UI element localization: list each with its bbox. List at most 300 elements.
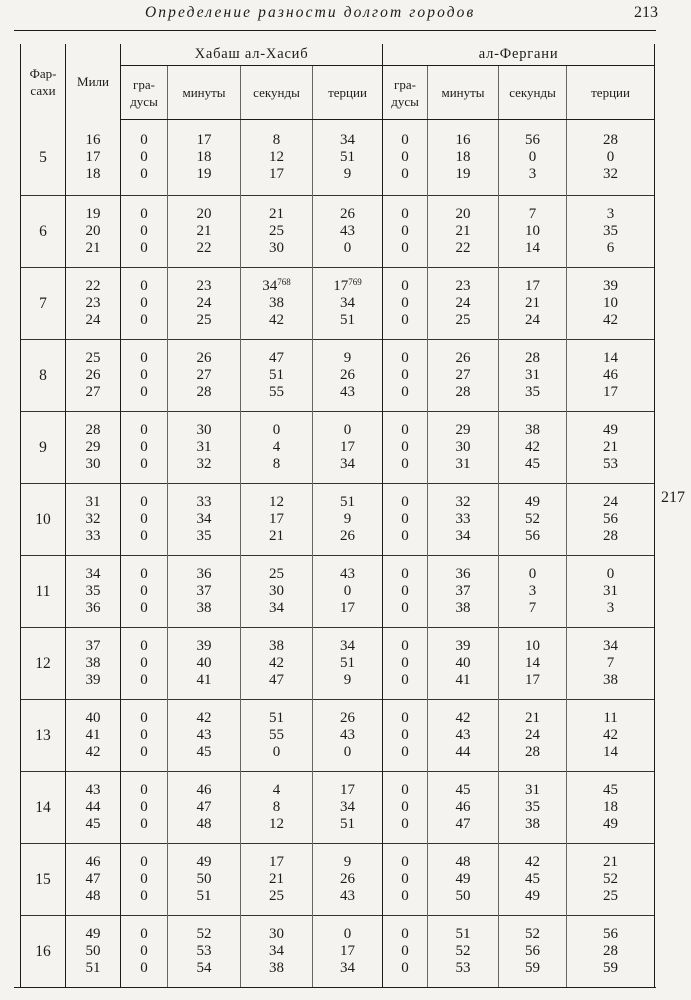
value xyxy=(269,888,284,905)
fergani-gradusy-cell xyxy=(383,772,428,844)
header-gradusy-line1: гра- xyxy=(133,76,155,92)
value xyxy=(529,206,537,223)
value-text: 0 xyxy=(140,528,148,544)
value-text: 21 xyxy=(455,223,471,239)
value-text: 19 xyxy=(455,166,471,182)
value xyxy=(340,223,355,240)
value-text: 38 xyxy=(196,600,212,616)
header-gradusy-line1: гра- xyxy=(394,76,416,92)
value xyxy=(456,278,471,295)
value xyxy=(86,782,101,799)
value xyxy=(401,960,409,977)
value xyxy=(344,240,352,257)
value xyxy=(525,278,540,295)
value-text: 22 xyxy=(85,278,101,294)
value-text: 25 xyxy=(269,566,284,582)
value-text: 30 xyxy=(269,926,284,942)
header-tertsii: терции xyxy=(567,66,655,120)
value-text: 45 xyxy=(196,744,212,760)
value-text: 51 xyxy=(340,312,355,328)
value-text: 45 xyxy=(525,871,541,887)
value xyxy=(86,566,101,583)
habash-minuty-cell xyxy=(168,268,241,340)
value xyxy=(340,638,355,655)
mili-cell xyxy=(66,196,121,268)
value xyxy=(269,206,284,223)
value xyxy=(269,166,284,183)
value xyxy=(525,494,540,511)
value xyxy=(340,710,355,727)
value xyxy=(525,710,540,727)
value xyxy=(603,384,618,401)
fergani-gradusy-cell xyxy=(383,700,428,772)
value xyxy=(140,223,148,240)
value xyxy=(401,854,409,871)
value-text: 52 xyxy=(525,926,541,942)
value-text: 56 xyxy=(525,943,541,959)
habash-sekundy-cell xyxy=(241,916,313,988)
value-text: 39 xyxy=(85,672,101,688)
value-text: 0 xyxy=(140,854,148,870)
value xyxy=(197,943,212,960)
value-text: 41 xyxy=(85,727,101,743)
value xyxy=(197,888,212,905)
value-text: 0 xyxy=(401,439,409,455)
value-text: 24 xyxy=(603,494,619,510)
value-text: 42 xyxy=(525,854,541,870)
value-text: 17 xyxy=(333,278,349,294)
value xyxy=(86,132,101,149)
value-text: 19 xyxy=(196,166,212,182)
value xyxy=(86,494,101,511)
value-text: 0 xyxy=(140,638,148,654)
value-text: 0 xyxy=(140,350,148,366)
farsakhi-cell: 9 xyxy=(21,412,66,484)
value xyxy=(603,132,618,149)
value xyxy=(344,744,352,761)
value xyxy=(86,149,101,166)
value-text: 34 xyxy=(85,566,101,582)
value xyxy=(197,744,212,761)
value-text: 55 xyxy=(269,384,284,400)
value-text: 51 xyxy=(196,888,212,904)
habash-sekundy-cell xyxy=(241,120,313,196)
habash-minuty-cell xyxy=(168,700,241,772)
value-text: 0 xyxy=(343,744,352,760)
value-text: 56 xyxy=(525,132,541,148)
value xyxy=(401,871,409,888)
value xyxy=(262,278,291,295)
value-text: 0 xyxy=(401,367,409,383)
value xyxy=(456,854,471,871)
value-text: 9 xyxy=(343,350,352,366)
value-text: 18 xyxy=(455,149,471,165)
value xyxy=(525,816,540,833)
habash-minuty-cell xyxy=(168,772,241,844)
value-text: 20 xyxy=(196,206,212,222)
value-text: 53 xyxy=(603,456,619,472)
value xyxy=(86,960,101,977)
habash-sekundy-cell xyxy=(241,196,313,268)
value-text: 34 xyxy=(455,528,471,544)
value xyxy=(140,600,148,617)
value-text: 45 xyxy=(85,816,101,832)
value-text: 17 xyxy=(196,132,212,148)
value xyxy=(456,816,471,833)
habash-tertsii-cell xyxy=(313,772,383,844)
value xyxy=(607,600,615,617)
value xyxy=(269,710,284,727)
value-text: 34 xyxy=(340,638,355,654)
table-row xyxy=(21,916,655,988)
value-text: 27 xyxy=(196,367,212,383)
value-text: 0 xyxy=(140,672,148,688)
habash-tertsii-cell xyxy=(313,120,383,196)
value-text: 26 xyxy=(85,367,101,383)
value-text: 21 xyxy=(269,528,284,544)
value xyxy=(140,782,148,799)
value xyxy=(456,223,471,240)
fergani-minuty-cell xyxy=(428,556,499,628)
value xyxy=(197,422,212,439)
value-text: 28 xyxy=(525,744,541,760)
value xyxy=(86,655,101,672)
value-text: 35 xyxy=(85,583,101,599)
value-text: 41 xyxy=(455,672,471,688)
value-text: 28 xyxy=(196,384,212,400)
value xyxy=(603,166,618,183)
value xyxy=(269,240,284,257)
value-text: 24 xyxy=(525,727,541,743)
value-text: 51 xyxy=(455,926,471,942)
value-text: 43 xyxy=(340,888,355,904)
farsakhi-cell: 13 xyxy=(21,700,66,772)
value-text: 24 xyxy=(196,295,212,311)
page-number: 213 xyxy=(634,4,658,21)
value-text: 26 xyxy=(455,350,471,366)
habash-sekundy-cell xyxy=(241,700,313,772)
value xyxy=(86,295,101,312)
value-text: 14 xyxy=(525,240,541,256)
habash-sekundy-cell xyxy=(241,412,313,484)
farsakhi-cell: 11 xyxy=(21,556,66,628)
value-text: 0 xyxy=(401,710,409,726)
value xyxy=(197,511,212,528)
value-text: 39 xyxy=(196,638,212,654)
value xyxy=(401,240,409,257)
value-text: 50 xyxy=(85,943,101,959)
value xyxy=(456,566,471,583)
value xyxy=(140,240,148,257)
value xyxy=(86,744,101,761)
value xyxy=(603,926,618,943)
fergani-minuty-cell xyxy=(428,628,499,700)
habash-tertsii-cell xyxy=(313,628,383,700)
value xyxy=(86,816,101,833)
value-text: 31 xyxy=(525,782,541,798)
value-text: 59 xyxy=(603,960,619,976)
value xyxy=(603,367,618,384)
fergani-gradusy-cell xyxy=(383,412,428,484)
value-text: 48 xyxy=(196,816,212,832)
value xyxy=(197,312,212,329)
habash-gradusy-cell xyxy=(121,484,168,556)
value xyxy=(401,132,409,149)
value xyxy=(401,422,409,439)
value xyxy=(269,926,284,943)
value xyxy=(197,638,212,655)
value-text: 32 xyxy=(603,166,619,182)
value xyxy=(344,511,352,528)
value-text: 28 xyxy=(603,132,619,148)
value xyxy=(197,600,212,617)
value xyxy=(197,583,212,600)
value xyxy=(603,223,618,240)
value xyxy=(456,166,471,183)
value-text: 18 xyxy=(85,165,101,182)
value xyxy=(86,799,101,816)
value xyxy=(456,240,471,257)
value-text: 0 xyxy=(140,600,148,616)
value xyxy=(140,871,148,888)
value-text: 0 xyxy=(401,744,409,760)
value-text: 42 xyxy=(525,439,541,455)
value xyxy=(86,888,101,905)
value xyxy=(401,782,409,799)
value-text: 47 xyxy=(269,672,284,688)
value xyxy=(269,943,284,960)
value-text: 38 xyxy=(455,600,471,616)
value xyxy=(197,206,212,223)
value xyxy=(269,367,284,384)
value xyxy=(456,672,471,689)
value xyxy=(197,350,212,367)
habash-sekundy-cell xyxy=(241,628,313,700)
value-text: 48 xyxy=(455,854,471,870)
value-text: 32 xyxy=(196,456,212,472)
value-text: 51 xyxy=(340,816,355,832)
value xyxy=(140,799,148,816)
value-text: 26 xyxy=(196,350,212,366)
header-minuty: минуты xyxy=(428,66,499,120)
mili-cell xyxy=(66,556,121,628)
value xyxy=(140,295,148,312)
value xyxy=(197,494,212,511)
value-text: 0 xyxy=(401,799,409,815)
value xyxy=(603,943,618,960)
value-text: 46 xyxy=(196,782,212,798)
value xyxy=(340,655,355,672)
value-text: 26 xyxy=(340,206,355,222)
value-text: 0 xyxy=(401,278,409,294)
value xyxy=(603,583,618,600)
value-text: 21 xyxy=(525,295,541,311)
value xyxy=(456,727,471,744)
value-text: 0 xyxy=(401,206,409,222)
header-farsakhi xyxy=(21,44,66,120)
value xyxy=(197,727,212,744)
value xyxy=(86,710,101,727)
value-text: 35 xyxy=(525,799,541,815)
value-text: 21 xyxy=(603,439,619,455)
habash-minuty-cell xyxy=(168,556,241,628)
value-text: 31 xyxy=(603,583,619,599)
value xyxy=(140,132,148,149)
value xyxy=(401,511,409,528)
header-group-fergani: ал-Фергани xyxy=(383,44,655,66)
value xyxy=(140,655,148,672)
value-text: 16 xyxy=(85,131,101,148)
value-text: 34 xyxy=(603,638,619,654)
value-text: 0 xyxy=(401,422,409,438)
value-text: 38 xyxy=(269,295,284,311)
value-text: 8 xyxy=(272,799,281,815)
value xyxy=(525,367,540,384)
value xyxy=(344,422,352,439)
value-text: 46 xyxy=(85,854,101,870)
fergani-tertsii-cell xyxy=(567,700,655,772)
value-text: 17 xyxy=(340,943,355,959)
value-text: 24 xyxy=(525,312,541,328)
farsakhi-cell: 7 xyxy=(21,268,66,340)
value xyxy=(340,816,355,833)
fergani-sekundy-cell xyxy=(499,700,567,772)
value xyxy=(525,638,540,655)
value xyxy=(401,799,409,816)
mili-cell xyxy=(66,484,121,556)
value xyxy=(525,655,540,672)
value xyxy=(269,350,284,367)
value-text: 6 xyxy=(606,240,615,256)
fergani-sekundy-cell xyxy=(499,844,567,916)
value xyxy=(269,566,284,583)
value xyxy=(456,494,471,511)
value-text: 21 xyxy=(269,206,284,222)
value xyxy=(401,566,409,583)
habash-sekundy-cell xyxy=(241,772,313,844)
value xyxy=(140,206,148,223)
fergani-tertsii-cell xyxy=(567,772,655,844)
value-text: 12 xyxy=(269,149,284,165)
value xyxy=(269,655,284,672)
value xyxy=(269,960,284,977)
value-text: 49 xyxy=(603,816,619,832)
value xyxy=(340,494,355,511)
value xyxy=(401,943,409,960)
value xyxy=(603,710,617,727)
value-text: 52 xyxy=(455,943,471,959)
value xyxy=(86,422,101,439)
margin-page-number: 217 xyxy=(661,489,685,506)
value-text: 42 xyxy=(269,312,284,328)
value xyxy=(607,206,615,223)
value-text: 4 xyxy=(272,782,281,798)
value xyxy=(529,149,537,166)
value-text: 9 xyxy=(343,166,352,182)
value xyxy=(269,727,284,744)
value-text: 54 xyxy=(196,960,212,976)
value xyxy=(603,278,618,295)
value-text: 25 xyxy=(269,888,284,904)
value xyxy=(86,439,101,456)
value-text: 0 xyxy=(343,583,352,599)
value xyxy=(525,422,540,439)
value xyxy=(525,744,540,761)
value-text: 0 xyxy=(140,655,148,671)
fergani-minuty-cell xyxy=(428,196,499,268)
value xyxy=(86,367,101,384)
table-row xyxy=(21,120,655,196)
value-text: 26 xyxy=(340,528,355,544)
header-tertsii: терции xyxy=(313,66,383,120)
value xyxy=(197,528,212,545)
value-text: 0 xyxy=(401,223,409,239)
farsakhi-cell: 5 xyxy=(21,120,66,196)
value xyxy=(197,799,212,816)
value xyxy=(269,600,284,617)
fergani-gradusy-cell xyxy=(383,196,428,268)
value-text: 42 xyxy=(455,710,471,726)
value xyxy=(86,384,101,401)
value xyxy=(456,511,471,528)
value-text: 0 xyxy=(140,384,148,400)
value-text: 0 xyxy=(140,727,148,743)
value-text: 35 xyxy=(525,384,541,400)
value-text: 52 xyxy=(196,926,212,942)
value xyxy=(525,727,540,744)
value xyxy=(401,926,409,943)
value-text: 3 xyxy=(606,600,615,616)
value xyxy=(140,566,148,583)
habash-minuty-cell xyxy=(168,412,241,484)
value-text: 21 xyxy=(85,240,101,256)
value-text: 12 xyxy=(269,816,284,832)
value xyxy=(197,960,212,977)
fergani-sekundy-cell xyxy=(499,628,567,700)
value xyxy=(401,888,409,905)
value-text: 36 xyxy=(196,566,212,582)
value-text: 0 xyxy=(401,494,409,510)
value xyxy=(197,710,212,727)
value-text: 0 xyxy=(401,638,409,654)
habash-gradusy-cell xyxy=(121,844,168,916)
value xyxy=(140,710,148,727)
value-text: 40 xyxy=(196,655,212,671)
value xyxy=(86,854,101,871)
fergani-gradusy-cell xyxy=(383,916,428,988)
value xyxy=(456,600,471,617)
value-text: 45 xyxy=(525,456,541,472)
value-text: 0 xyxy=(401,816,409,832)
fergani-minuty-cell xyxy=(428,268,499,340)
habash-gradusy-cell xyxy=(121,700,168,772)
value-text: 25 xyxy=(85,350,101,366)
fergani-sekundy-cell xyxy=(499,340,567,412)
habash-tertsii-cell xyxy=(313,916,383,988)
mili-cell xyxy=(66,700,121,772)
value xyxy=(269,312,284,329)
value xyxy=(525,672,540,689)
value-text: 0 xyxy=(401,384,409,400)
habash-minuty-cell xyxy=(168,196,241,268)
farsakhi-cell: 8 xyxy=(21,340,66,412)
value-text: 0 xyxy=(401,655,409,671)
value xyxy=(86,312,101,329)
header-mili: Мили xyxy=(66,44,121,120)
value-text: 52 xyxy=(603,871,619,887)
habash-minuty-cell xyxy=(168,844,241,916)
value xyxy=(86,206,101,223)
